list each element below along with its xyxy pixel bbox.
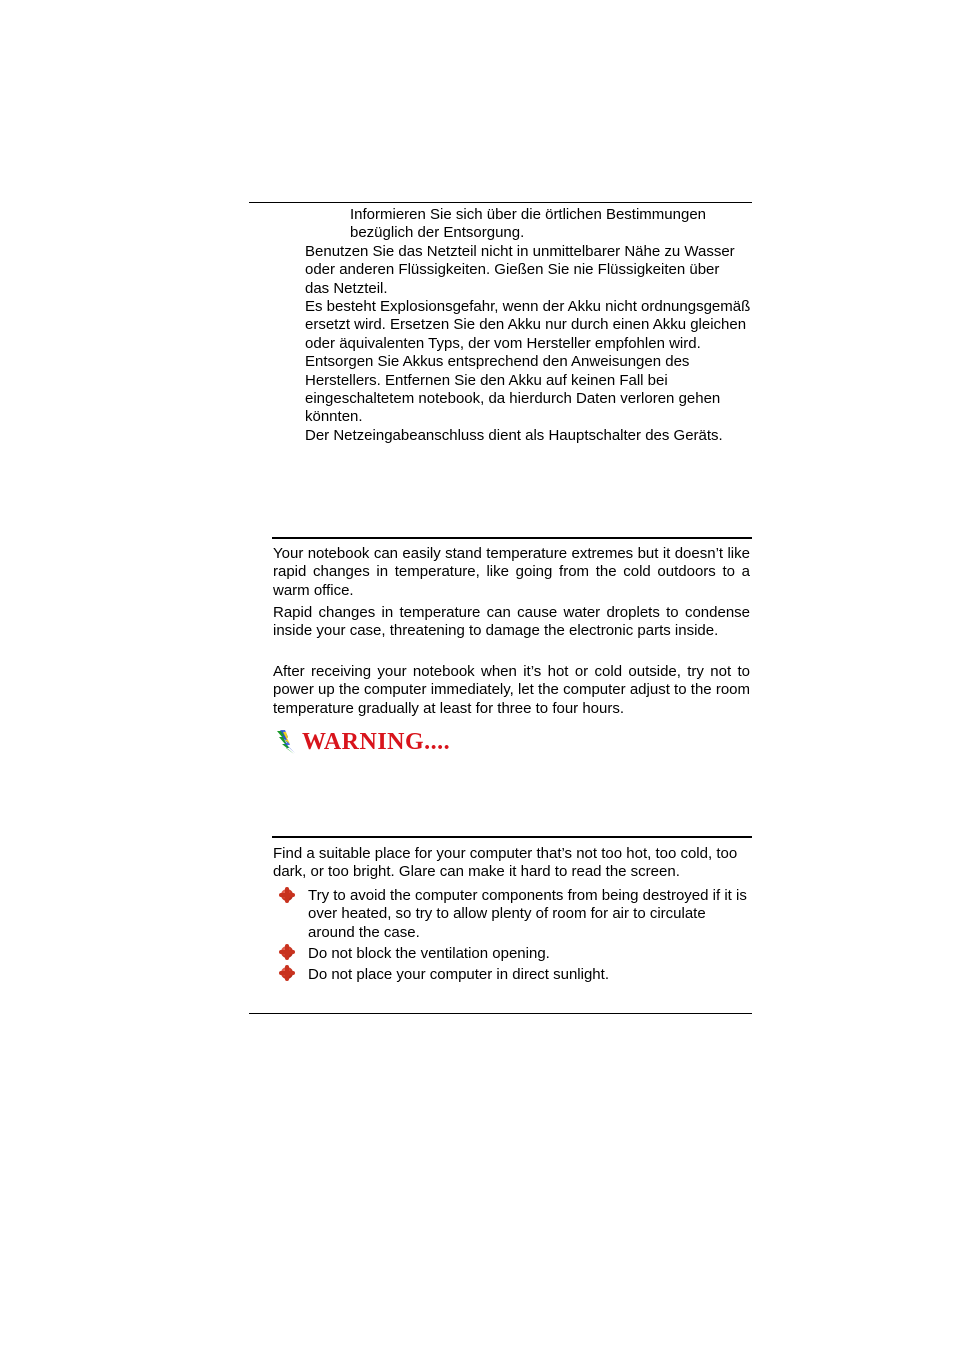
red-gear-bullet-icon bbox=[281, 946, 293, 958]
placement-intro: Find a suitable place for your computer that’s not too hot, too cold, too dark, or too bright. Glare can make it hard to read the screen. bbox=[273, 845, 738, 881]
bullet-sunlight: Do not place your computer in direct sunlight. bbox=[308, 966, 609, 983]
section-rule-placement bbox=[272, 836, 752, 838]
red-gear-bullet-icon bbox=[281, 889, 293, 901]
power-adapter-note: Benutzen Sie das Netzteil nicht in unmittelbarer Nähe zu Wasser oder anderen Flüssigkeiten. Gießen Sie nie Flüssigkeiten über das Netzteil. bbox=[305, 243, 735, 297]
bottom-rule bbox=[249, 1013, 752, 1014]
battery-explosion-note: Es besteht Explosionsgefahr, wenn der Akku nicht ordnungsgemäß ersetzt wird. Ersetzen Sie den Akku nur durch einen Akku gleichen oder äquivalenten Typs, der vom Hersteller empfohlen wird. Entsorgen Sie Akkus entsprechend den Anweisungen des Herstellers. Entfernen Sie den Akku auf keinen Fall bei eingeschaltetem notebook, da hierdurch Daten verloren gehen könnten. bbox=[305, 298, 751, 426]
main-switch-note: Der Netzeingabeanschluss dient als Hauptschalter des Geräts. bbox=[305, 427, 723, 444]
temperature-paragraph-3: After receiving your notebook when it’s hot or cold outside, try not to power up the computer immediately, let the computer adjust to the room temperature gradually at least for three to four hours. bbox=[273, 663, 750, 717]
top-rule bbox=[249, 202, 752, 203]
warning-banner bbox=[274, 728, 450, 756]
warning-label: WARNING.... bbox=[302, 728, 451, 755]
lightning-bolt-icon bbox=[274, 729, 300, 755]
temperature-paragraph-1: Your notebook can easily stand temperature extremes but it doesn’t like rapid changes in temperature, like going from the cold outdoors to a warm office. bbox=[273, 545, 750, 599]
section-rule-temperature bbox=[272, 537, 752, 539]
disposal-note: Informieren Sie sich über die örtlichen Bestimmungen bezüglich der Entsorgung. bbox=[350, 206, 707, 242]
temperature-paragraph-2: Rapid changes in temperature can cause water droplets to condense inside your case, threatening to damage the electronic parts inside. bbox=[273, 604, 750, 640]
bullet-ventilation: Do not block the ventilation opening. bbox=[308, 945, 550, 962]
red-gear-bullet-icon bbox=[281, 967, 293, 979]
bullet-overheat: Try to avoid the computer components from being destroyed if it is over heated, so try to allow plenty of room for air to circulate around the case. bbox=[308, 887, 747, 941]
